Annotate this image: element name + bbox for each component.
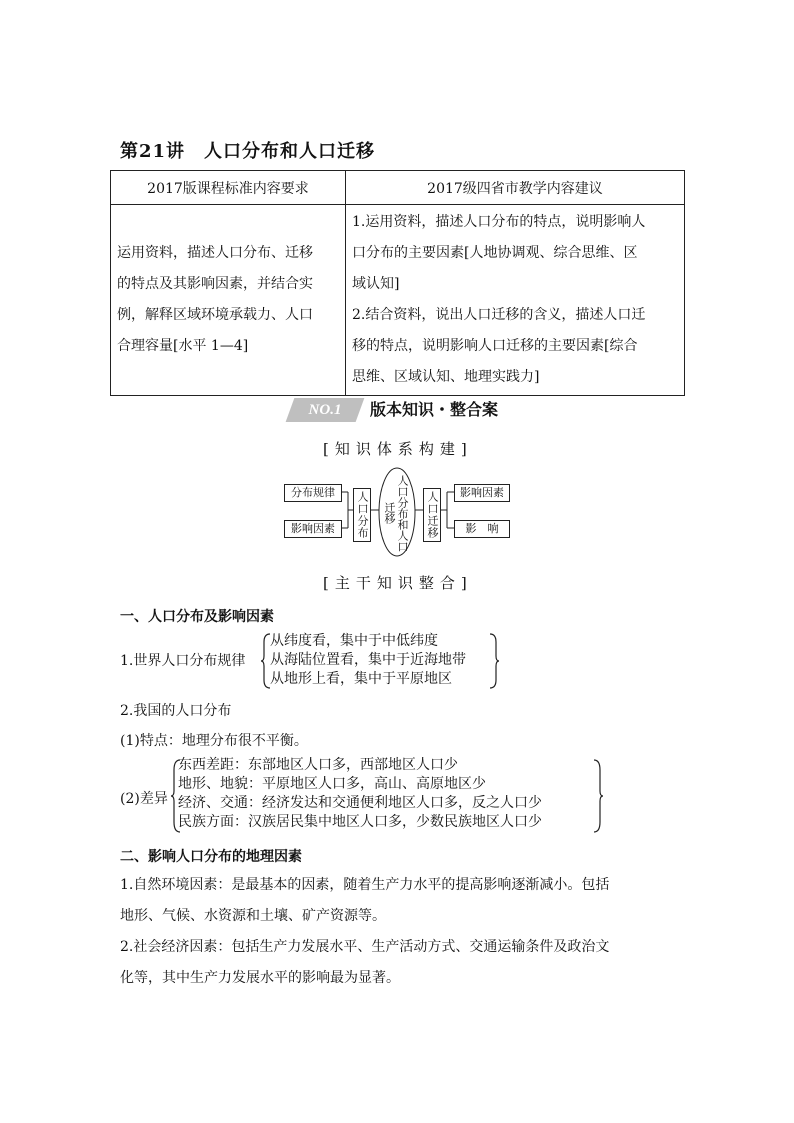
paragraph-line: 2.社会经济因素：包括生产力发展水平、生产活动方式、交通运输条件及政治文 — [120, 939, 610, 955]
knowledge-system-heading: [知识体系构建] — [323, 440, 473, 458]
standard-line: 运用资料，描述人口分布、迁移 — [117, 245, 313, 261]
paragraph-line: 化等，其中生产力发展水平的影响最为显著。 — [120, 970, 400, 986]
suggestion-line: 思维、区域认知、地理实践力] — [352, 369, 540, 385]
population-distribution-box: 人口分布 — [353, 488, 371, 542]
banner-title: 版本知识・整合案 — [370, 400, 499, 419]
section-1-title: 一、人口分布及影响因素 — [120, 609, 274, 625]
main-knowledge-heading: [主干知识整合] — [323, 574, 473, 592]
diff-right-brace — [592, 758, 604, 834]
rule-sea-land: 从海陆位置看，集中于近海地带 — [270, 652, 466, 668]
paragraph-line: 地形、气候、水资源和土壤、矿产资源等。 — [120, 908, 386, 924]
difference-list — [178, 756, 542, 832]
world-distribution-label: 1.世界人口分布规律 — [120, 653, 246, 669]
requirements-table — [110, 170, 685, 396]
table-row — [111, 205, 685, 396]
china-distribution-title: 2.我国的人口分布 — [120, 703, 232, 719]
paragraph-line: 1.自然环境因素：是最基本的因素，随着生产力水平的提高影响逐渐减小。包括 — [120, 877, 610, 893]
rule-latitude: 从纬度看，集中于中低纬度 — [270, 633, 438, 649]
standard-line: 例，解释区域环境承载力、人口 — [117, 307, 313, 323]
migration-impact-box: 影 响 — [454, 520, 510, 538]
standard-line: 的特点及其影响因素，并结合实 — [117, 276, 313, 292]
section-2-title: 二、影响人口分布的地理因素 — [120, 849, 302, 865]
suggestion-line: 1.运用资料，描述人口分布的特点，说明影响人 — [352, 214, 646, 230]
migration-factors-box: 影响因素 — [454, 484, 510, 502]
table-header-row — [111, 171, 685, 205]
diff-terrain: 地形、地貌：平原地区人口多，高山、高原地区少 — [178, 776, 486, 792]
distribution-factors-box: 影响因素 — [284, 520, 342, 538]
page-title: 第21讲 人口分布和人口迁移 — [120, 141, 376, 162]
teaching-suggestion-cell — [346, 205, 685, 396]
diff-economy: 经济、交通：经济发达和交通便利地区人口多，反之人口少 — [178, 795, 542, 811]
diff-east-west: 东西差距：东部地区人口多，西部地区人口少 — [178, 757, 458, 773]
difference-label: (2)差异 — [120, 791, 168, 807]
center-topic-label: 人口分布和人口迁移 — [383, 474, 409, 552]
right-brace — [488, 632, 500, 690]
suggestion-line: 口分布的主要因素[人地协调观、综合思维、区 — [352, 245, 638, 261]
table-header-suggestion: 2017级四省市教学内容建议 — [346, 171, 685, 205]
natural-factor-paragraph — [120, 870, 609, 932]
suggestion-line: 2.结合资料，说出人口迁移的含义，描述人口迁 — [352, 307, 646, 323]
population-migration-box: 人口迁移 — [423, 488, 441, 542]
distribution-pattern-box: 分布规律 — [284, 484, 342, 502]
table-header-standard: 2017版课程标准内容要求 — [111, 171, 346, 205]
no1-badge: NO.1 — [286, 398, 365, 422]
rule-terrain: 从地形上看，集中于平原地区 — [270, 671, 452, 687]
suggestion-line: 移的特点，说明影响人口迁移的主要因素[综合 — [352, 338, 638, 354]
world-distribution-rules — [270, 632, 466, 689]
standard-requirement-cell — [111, 205, 346, 396]
standard-line: 合理容量[水平 1—4] — [117, 338, 249, 354]
china-feature: (1)特点：地理分布很不平衡。 — [120, 733, 308, 749]
diff-ethnic: 民族方面：汉族居民集中地区人口多，少数民族地区人口少 — [178, 814, 542, 830]
socioeconomic-factor-paragraph — [120, 932, 609, 994]
suggestion-line: 域认知] — [352, 276, 400, 292]
